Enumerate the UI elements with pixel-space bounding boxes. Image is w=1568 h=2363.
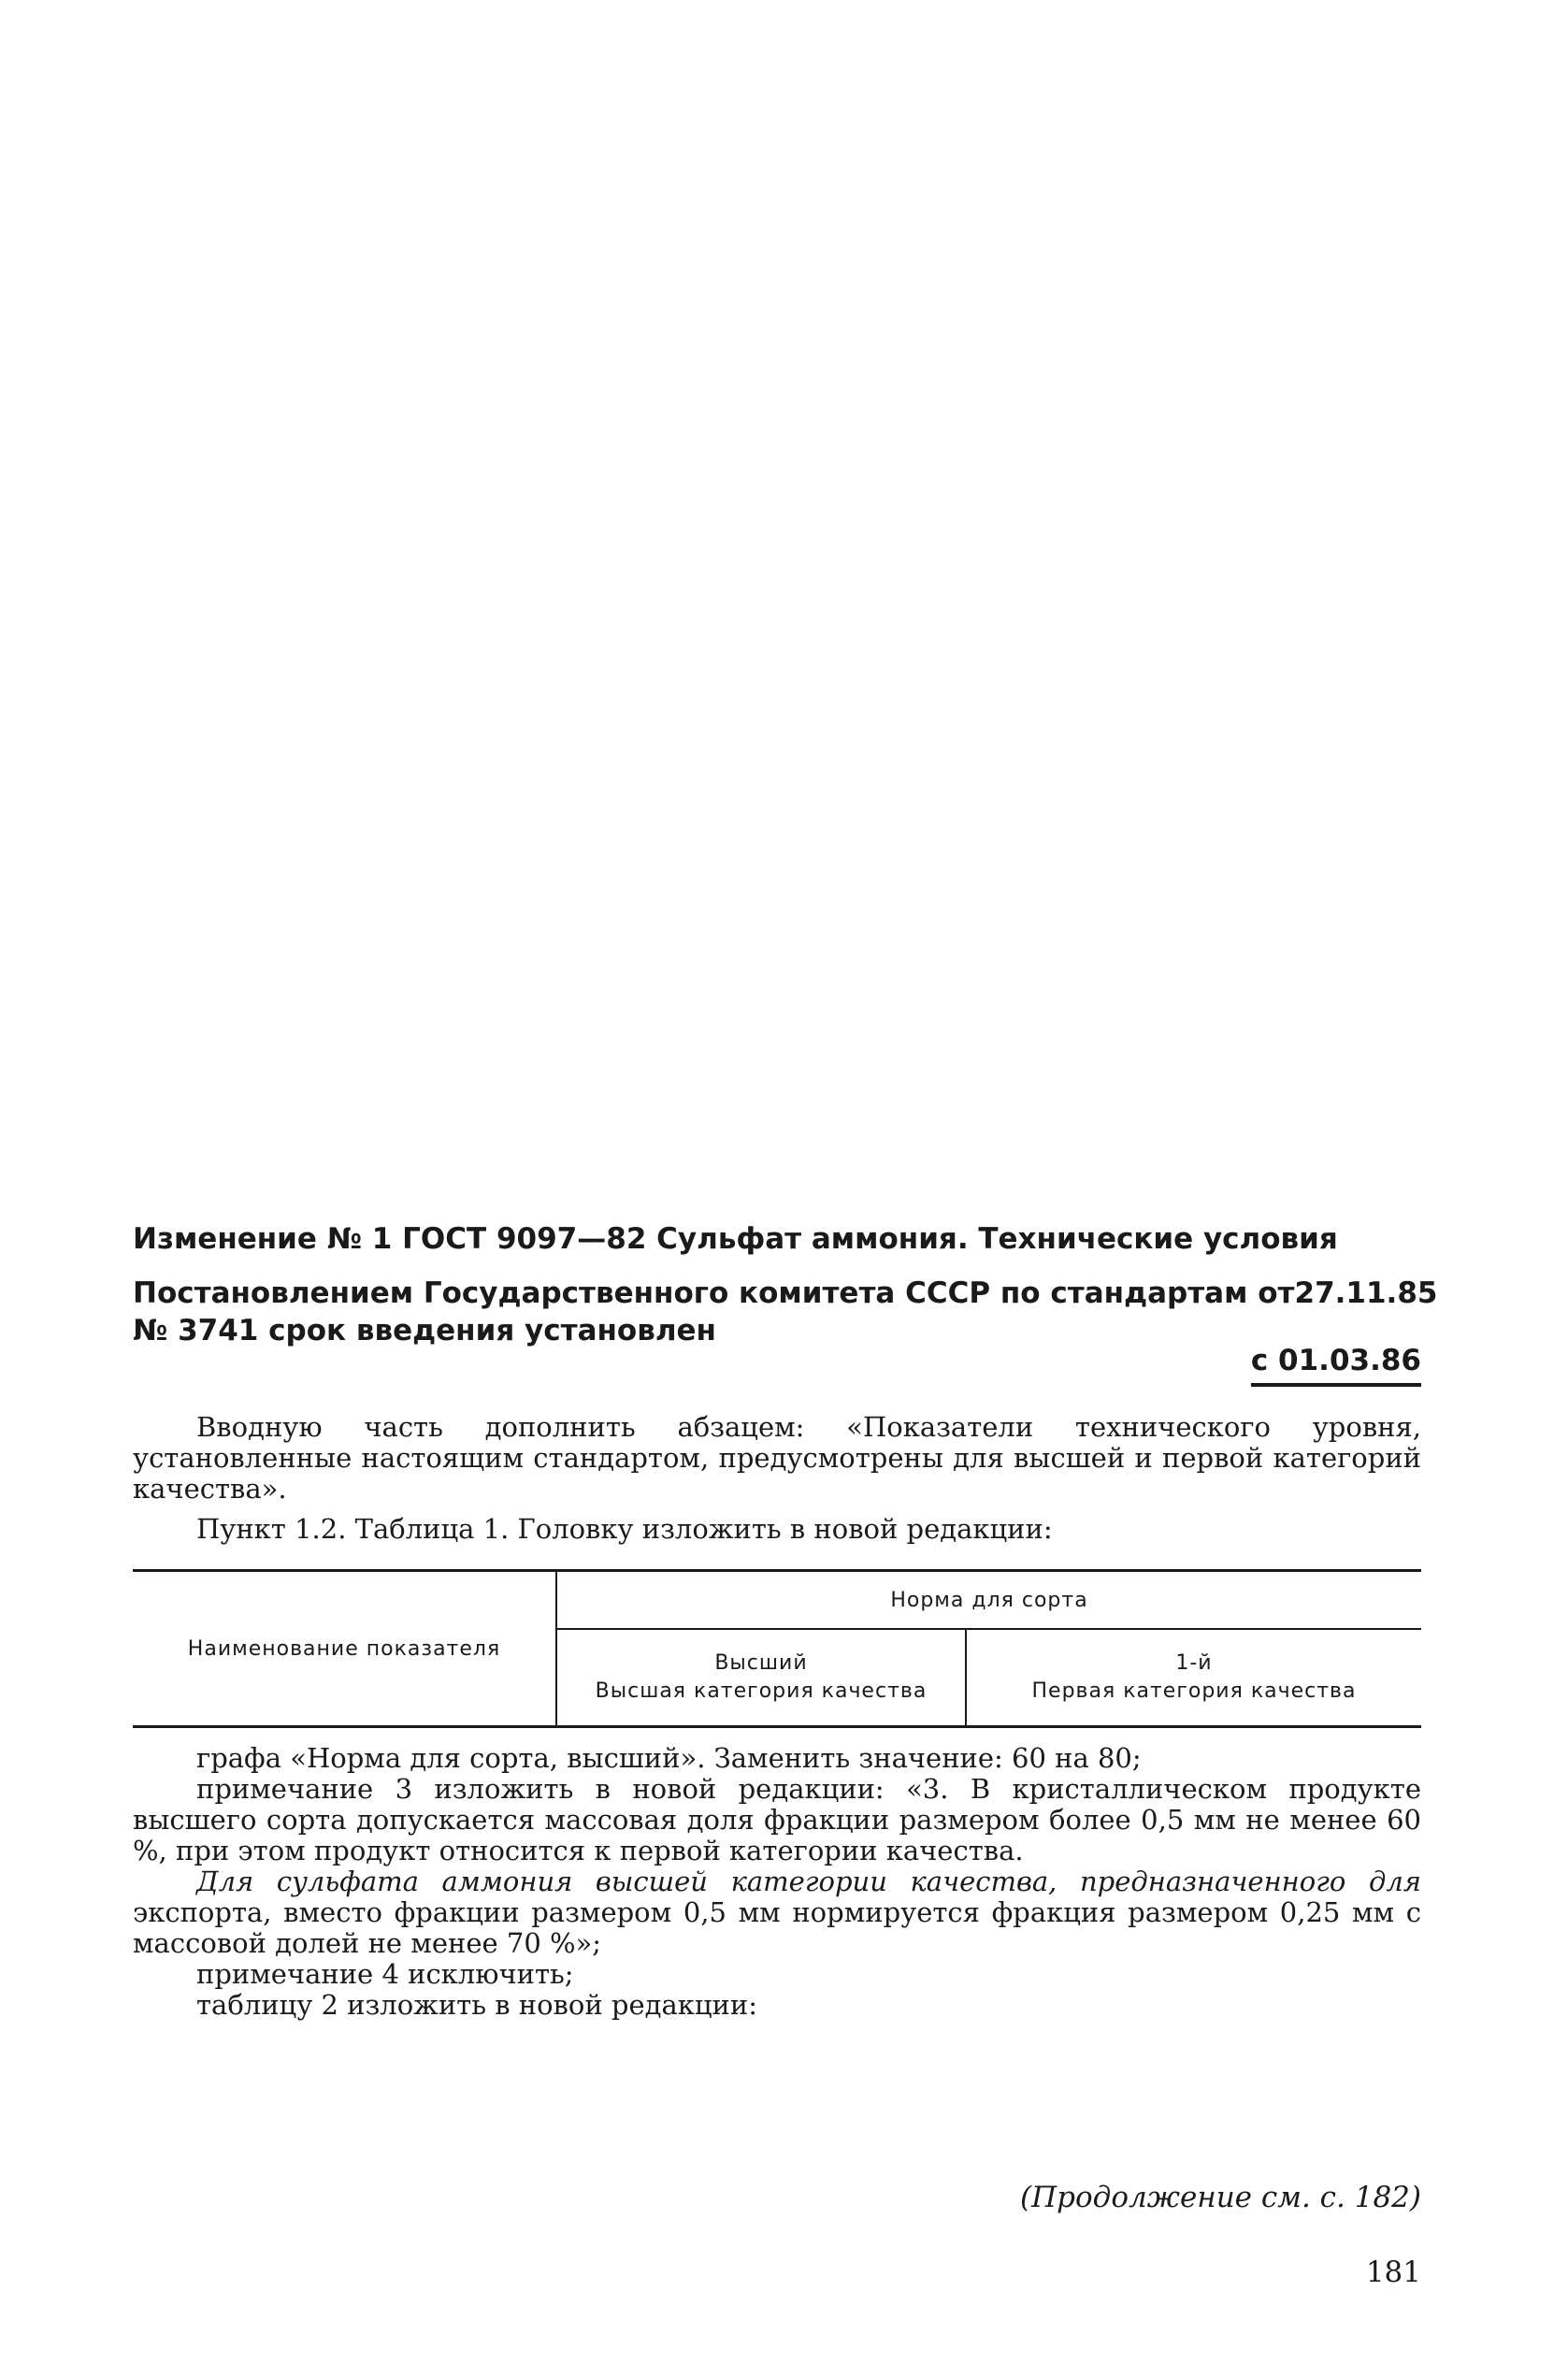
- export-note-italic: Для сульфата аммония высшей категории качества, предназначенного для: [196, 1866, 1421, 1897]
- resolution-line-2: № 3741 срок введения установлен: [133, 1314, 716, 1347]
- first-grade-label: 1-й: [1175, 1651, 1213, 1675]
- continuation-note: (Продолжение см. с. 182): [1020, 2181, 1421, 2214]
- resolution-statement: [133, 1275, 1438, 1349]
- top-grade-label: Высший: [714, 1651, 808, 1675]
- page-number: 181: [1365, 2255, 1421, 2289]
- amendment-note-3: примечание 3 изложить в новой редакции: «3. В кристаллическом продукте высшего сорта допускается массовая доля фракции размером более 0,5 мм не менее 60 %, при этом продукт относится к первой категории качества.: [133, 1773, 1421, 1866]
- table-1-header: [133, 1572, 1421, 1725]
- top-grade-category: Высшая категория качества: [595, 1679, 928, 1703]
- table-header-block: [133, 1569, 1421, 1728]
- column-top-grade: [556, 1629, 966, 1725]
- column-indicator-name: Наименование показателя: [133, 1572, 556, 1725]
- resolution-text: Постановлением Государственного комитета СССР по стандартам от: [133, 1276, 1295, 1310]
- amendment-note-4: примечание 4 исключить;: [196, 1958, 574, 1990]
- intro-paragraph: Вводную часть дополнить абзацем: «Показатели технического уровня, установленные настоящим стандартом, предусмотрены для высшей и первой категорий качества».: [133, 1411, 1421, 1505]
- amendment-export-note: [133, 1866, 1421, 1959]
- resolution-line-1: [133, 1275, 1438, 1312]
- amendment-details: [133, 1743, 1421, 2021]
- effective-date: с 01.03.86: [1251, 1342, 1421, 1387]
- punkt-paragraph: Пункт 1.2. Таблица 1. Головку изложить в новой редакции:: [196, 1513, 1053, 1545]
- export-note-rest: экспорта, вместо фракции размером 0,5 мм нормируется фракция размером 0,25 мм с массовой долей не менее 70 %»;: [133, 1896, 1421, 1959]
- column-first-grade: [966, 1629, 1421, 1725]
- resolution-date: 27.11.85: [1294, 1276, 1438, 1310]
- amendment-table-2: таблицу 2 изложить в новой редакции:: [196, 1989, 757, 2021]
- first-grade-category: Первая категория качества: [1031, 1679, 1357, 1703]
- amendment-title: Изменение № 1 ГОСТ 9097—82 Сульфат аммония. Технические условия: [133, 1222, 1338, 1256]
- amendment-line-grade-value: графа «Норма для сорта, высший». Заменить значение: 60 на 80;: [196, 1742, 1142, 1774]
- column-group-norm: Норма для сорта: [556, 1572, 1421, 1629]
